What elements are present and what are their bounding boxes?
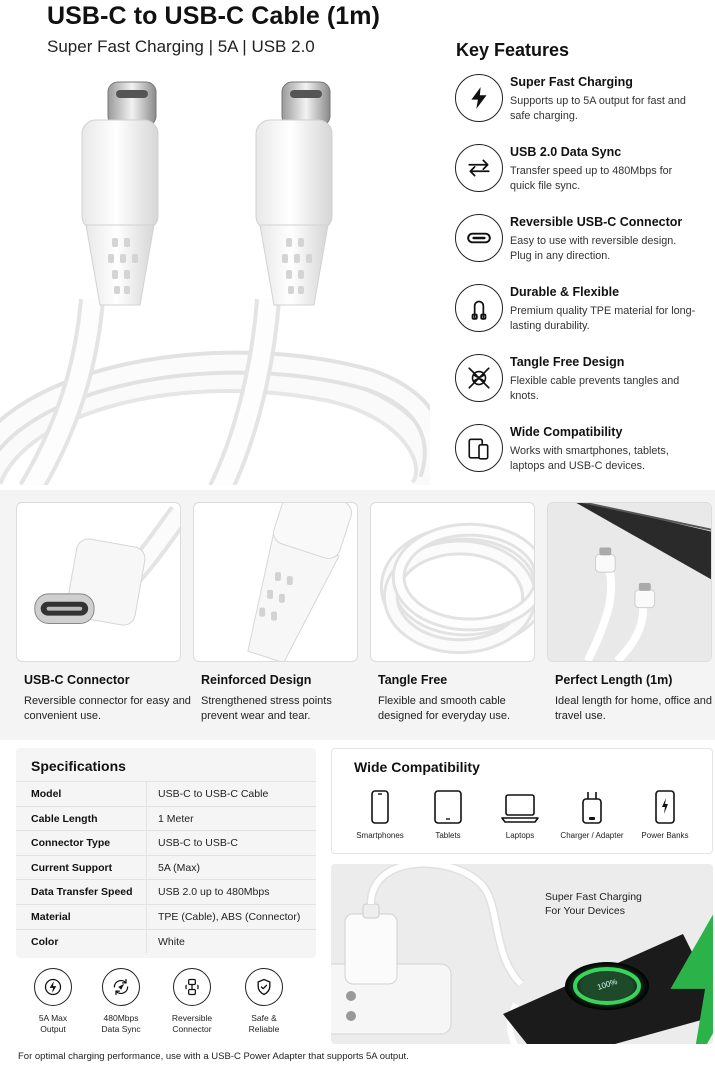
- compat-label: Power Banks: [641, 831, 689, 840]
- spec-row: [16, 781, 316, 806]
- gallery-image-connector: [16, 502, 181, 662]
- compat-item-charger: [554, 789, 630, 840]
- devices-icon: [455, 424, 503, 472]
- feature-desc: Easy to use with reversible design. Plug in any direction.: [510, 235, 677, 262]
- feature-name: Durable & Flexible: [510, 285, 620, 299]
- specifications-title: Specifications: [31, 758, 126, 774]
- spec-row: [16, 879, 316, 904]
- page-title: USB-C to USB-C Cable (1m): [47, 2, 381, 30]
- compat-item-power-banks: [627, 789, 703, 840]
- feature-item-tangle-free: [455, 354, 710, 414]
- spec-row: [16, 904, 316, 929]
- laptop-icon: [500, 789, 540, 825]
- spec-row: [16, 929, 316, 954]
- badge-line2: Reliable: [248, 1024, 280, 1034]
- spec-key: Material: [31, 911, 71, 923]
- feature-gallery: [0, 490, 715, 740]
- gallery-desc: Reversible connector for easy and convenient use.: [24, 695, 191, 722]
- page-subtitle: Super Fast Charging | 5A | USB 2.0: [47, 37, 315, 56]
- tablet-icon: [428, 789, 468, 825]
- compat-item-laptops: [482, 789, 558, 840]
- badge-reversible: [161, 968, 223, 1035]
- compat-label: Charger / Adapter: [560, 831, 624, 840]
- gallery-title: Tangle Free: [378, 673, 448, 687]
- badge-line2: Data Sync: [101, 1024, 141, 1034]
- hero-cable-image: [0, 60, 430, 485]
- arrows-swap-icon: [455, 144, 503, 192]
- feature-name: Super Fast Charging: [510, 75, 633, 89]
- spec-row: [16, 830, 316, 855]
- gallery-desc: Flexible and smooth cable designed for everyday use.: [378, 695, 511, 722]
- feature-desc: Supports up to 5A output for fast and safe charging.: [510, 95, 686, 122]
- feature-name: USB 2.0 Data Sync: [510, 145, 622, 159]
- spec-value: 1 Meter: [158, 812, 194, 825]
- footnote: For optimal charging performance, use with a USB-C Power Adapter that supports 5A output.: [18, 1051, 409, 1062]
- key-features-title: Key Features: [456, 40, 570, 60]
- scene-line2: For Your Devices: [545, 905, 625, 917]
- gallery-desc: Ideal length for home, office and travel use.: [555, 695, 712, 722]
- gallery-desc: Strengthened stress points prevent wear and tear.: [201, 695, 332, 722]
- spec-key: Cable Length: [31, 812, 98, 825]
- power-bank-icon: [645, 789, 685, 825]
- feature-item-durable: [455, 284, 710, 344]
- shield-check-icon: [245, 968, 283, 1006]
- spec-key: Connector Type: [31, 837, 111, 850]
- feature-name: Wide Compatibility: [510, 425, 623, 439]
- charger-icon: [572, 789, 612, 825]
- smartphone-icon: [360, 789, 400, 825]
- spec-key: Data Transfer Speed: [31, 886, 133, 899]
- compatibility-title: Wide Compatibility: [354, 759, 480, 775]
- feature-item-compatibility: [455, 424, 710, 484]
- spec-key: Color: [31, 935, 59, 948]
- spec-value: USB-C to USB-C Cable: [158, 788, 269, 800]
- feature-desc: Transfer speed up to 480Mbps for quick file sync.: [510, 165, 673, 192]
- charging-scene-image: [331, 864, 713, 1044]
- badge-line1: Safe &: [251, 1013, 277, 1023]
- compat-item-smartphones: [342, 789, 418, 840]
- spec-value: 5A (Max): [158, 861, 201, 874]
- bent-cable-icon: [455, 284, 503, 332]
- gallery-title: Reinforced Design: [201, 673, 312, 687]
- badge-line2: Connector: [172, 1024, 212, 1034]
- spec-value: USB-C to USB-C: [158, 837, 238, 850]
- compat-item-tablets: [410, 789, 486, 840]
- spec-key: Model: [31, 788, 62, 800]
- gallery-title: USB-C Connector: [24, 673, 130, 687]
- badge-line1: 480Mbps: [103, 1013, 139, 1023]
- feature-item-reversible: [455, 214, 710, 274]
- spec-value: USB 2.0 up to 480Mbps: [158, 886, 270, 899]
- gallery-image-reinforced: [193, 502, 358, 662]
- feature-name: Reversible USB-C Connector: [510, 215, 683, 229]
- badge-line2: Output: [40, 1024, 66, 1034]
- usb-c-port-icon: [455, 214, 503, 262]
- feature-item-data-sync: [455, 144, 710, 204]
- spec-key: Current Support: [31, 861, 113, 874]
- specifications-table: [16, 748, 316, 958]
- lightning-icon: [34, 968, 72, 1006]
- feature-desc: Flexible cable prevents tangles and knots.: [510, 375, 680, 402]
- spec-row: [16, 806, 316, 831]
- gallery-title: Perfect Length (1m): [555, 673, 673, 687]
- speed-sync-icon: [102, 968, 140, 1006]
- lightning-icon: [455, 74, 503, 122]
- scene-line1: Super Fast Charging: [545, 891, 642, 903]
- badge-line1: Reversible: [171, 1013, 213, 1023]
- badge-line1: 5A Max: [38, 1013, 68, 1023]
- no-tangle-icon: [455, 354, 503, 402]
- battery-percent: 100%: [596, 977, 619, 992]
- gallery-image-coiled: [370, 502, 535, 662]
- compatibility-panel: [331, 748, 713, 854]
- compat-label: Tablets: [435, 831, 461, 840]
- gallery-image-laptop: [547, 502, 712, 662]
- feature-name: Tangle Free Design: [510, 355, 625, 369]
- feature-desc: Works with smartphones, tablets, laptops and USB-C devices.: [510, 445, 669, 472]
- compat-label: Smartphones: [356, 831, 404, 840]
- spec-value: TPE (Cable), ABS (Connector): [158, 911, 301, 923]
- hero-cable-illustration: [0, 60, 430, 485]
- spec-value: White: [158, 935, 185, 948]
- badge-5a-output: [22, 968, 84, 1035]
- compat-label: Laptops: [505, 831, 535, 840]
- spec-row: [16, 855, 316, 880]
- badge-data-sync: [90, 968, 152, 1035]
- reversible-plug-icon: [173, 968, 211, 1006]
- feature-item-fast-charging: [455, 74, 710, 134]
- feature-desc: Premium quality TPE material for long-lasting durability.: [510, 305, 696, 332]
- badge-safe: [233, 968, 295, 1035]
